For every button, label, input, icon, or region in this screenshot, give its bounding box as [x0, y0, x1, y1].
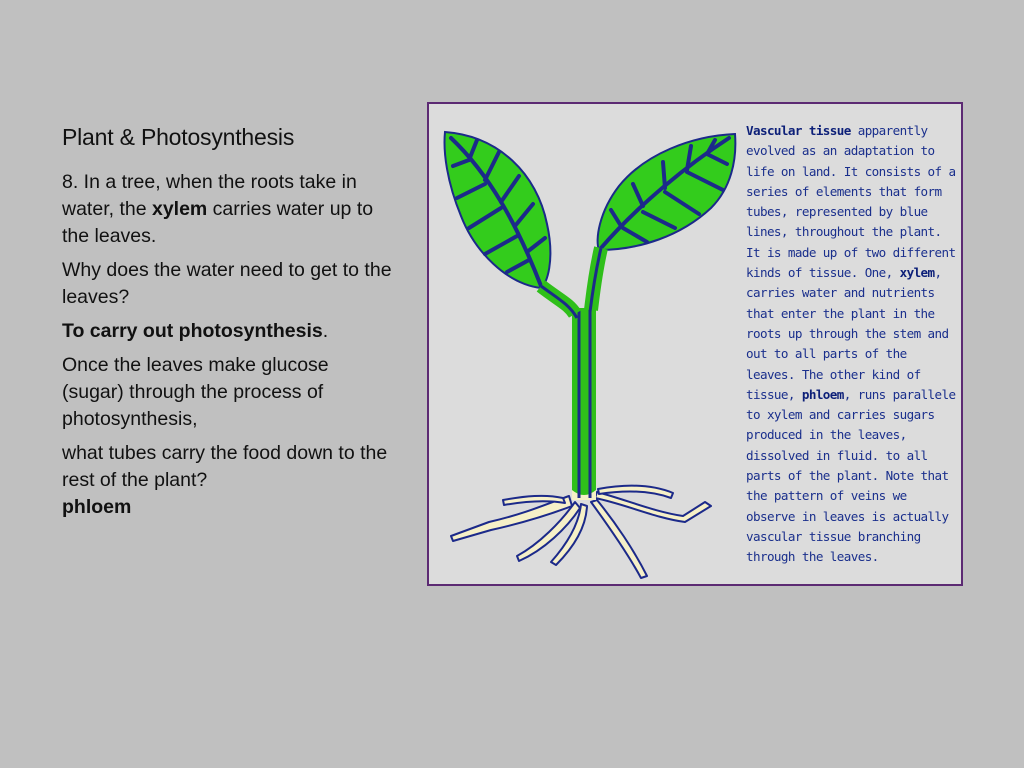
question-paragraph-2: Why does the water need to get to the leaves? — [62, 259, 392, 308]
answer-paragraph: To carry out photosynthesis. — [62, 320, 329, 342]
right-leaf — [590, 134, 735, 312]
answer-photosynthesis: To carry out photosynthesis — [62, 320, 323, 342]
slide-title: Plant & Photosynthesis — [62, 124, 295, 150]
question-paragraph: 8. In a tree, when the roots take in water, the xylem carries water up to the leaves. — [62, 171, 374, 247]
answer-phloem: phloem — [62, 496, 132, 518]
stem — [572, 308, 596, 500]
slide-body — [62, 169, 392, 528]
figure-caption: Vascular tissue apparently evolved as an adaptation to life on land. It consists of a series of elements that form tubes, represented by blue lines, throughout the plant. It is made up of two different kinds of tissue. One, xylem, carries water and nutrients that enter the plant in the roots up through the stem and out to all parts of the leaves. The other kind of tissue, phloem, runs parallele to xylem and carries sugars produced in the leaves, dissolved in fluid. to all parts of the plant. Note that the pattern of veins we observe in leaves is actually vascular tissue branching through the leaves. — [746, 123, 956, 565]
left-leaf — [445, 132, 577, 318]
keyword-xylem: xylem — [151, 198, 208, 220]
question-paragraph-4: what tubes carry the food down to the rest of the plant? phloem — [62, 442, 388, 518]
vascular-tissue-figure — [427, 102, 963, 586]
question-paragraph-3: Once the leaves make glucose (sugar) through the process of photosynthesis, — [62, 354, 329, 430]
